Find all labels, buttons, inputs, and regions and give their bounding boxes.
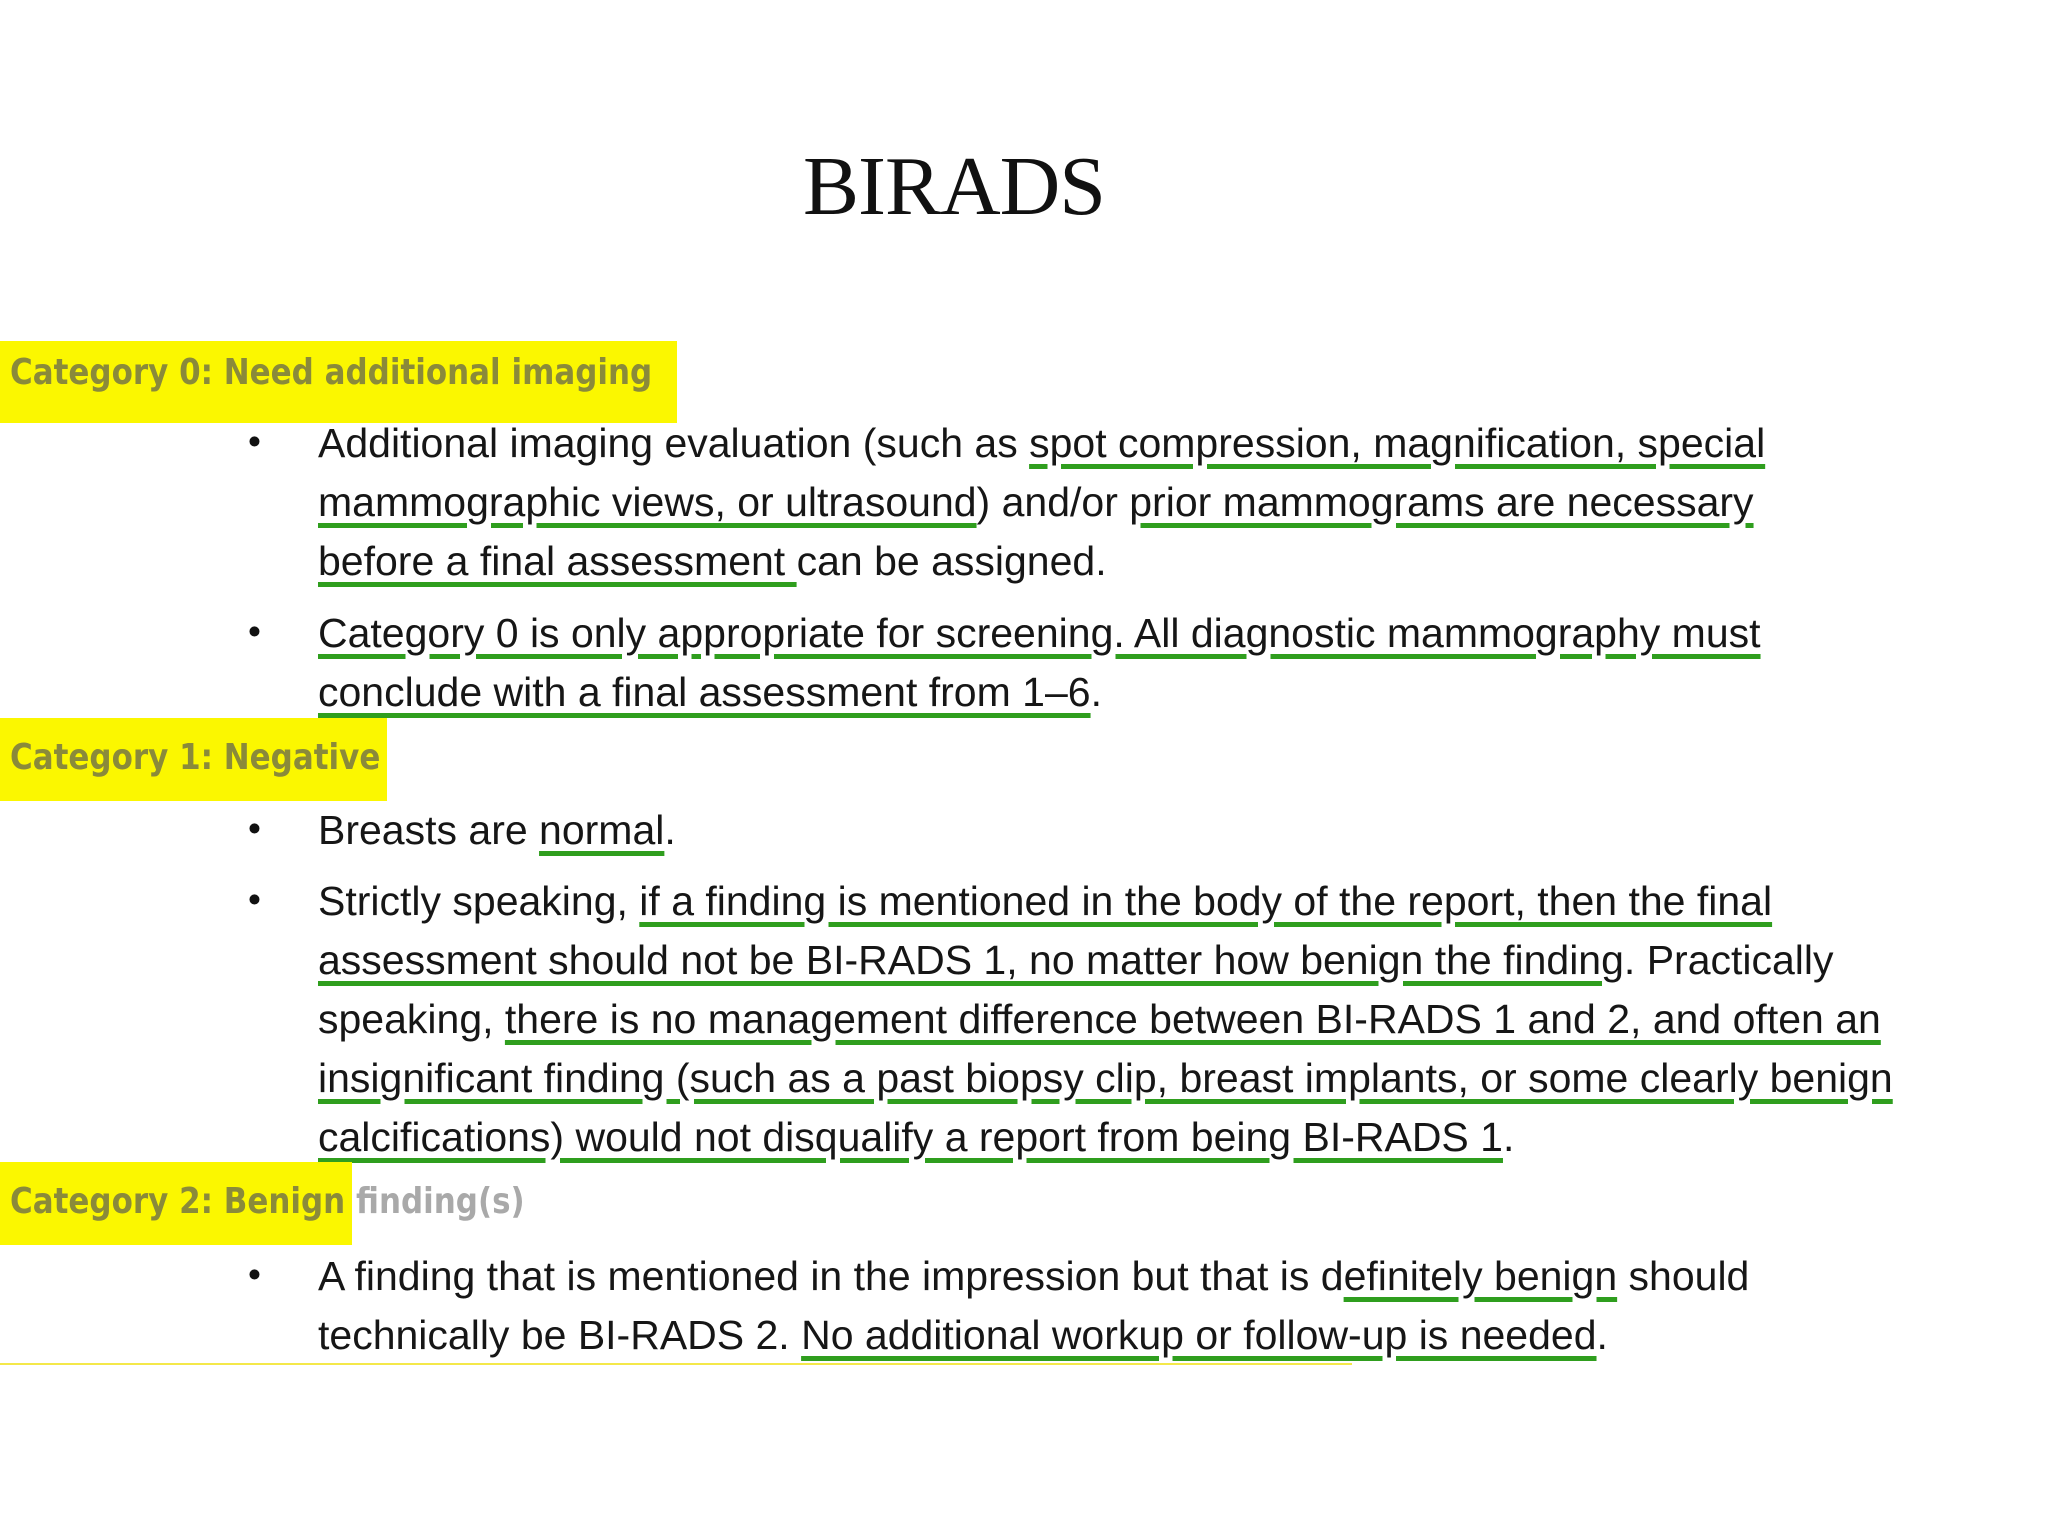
category-0-label: [10, 352, 652, 393]
text-line: [318, 801, 676, 860]
text-line: [318, 414, 1765, 473]
text-run: .: [1596, 1312, 1608, 1358]
category-1-label-text: Category 1: Negative: [10, 737, 381, 778]
bullet-icon: •: [248, 1254, 261, 1295]
text-run: speaking,: [318, 996, 505, 1042]
text-line: [318, 1108, 1893, 1167]
underlined-text: insignificant finding (such as a past biopsy clip, breast implants, or some clearly benign: [318, 1055, 1893, 1101]
text-run: .: [1090, 669, 1102, 715]
text-line: [318, 990, 1893, 1049]
text-run: Additional imaging evaluation (such as: [318, 420, 1030, 466]
category-2-label: [10, 1181, 525, 1222]
category-1-bullet-2: [318, 872, 1893, 1167]
text-line: [318, 1049, 1893, 1108]
underlined-text: Category 0 is only appropriate for screening. All diagnostic mammography must: [318, 610, 1761, 656]
text-line: [318, 604, 1761, 663]
underlined-text: spot compression, magnification, special: [1029, 420, 1766, 466]
highlight-divider-line: [0, 1363, 1352, 1365]
text-run: A finding that is mentioned in the impression but that is d: [318, 1253, 1344, 1299]
text-run: Strictly speaking,: [318, 878, 640, 924]
text-run: technically be BI-RADS 2.: [318, 1312, 802, 1358]
category-0-label-text: Category 0: Need additional imaging: [10, 352, 653, 393]
text-line: [318, 663, 1761, 722]
category-1-label: [10, 737, 380, 778]
text-line: [318, 872, 1893, 931]
bullet-icon: •: [248, 808, 261, 849]
underlined-text: conclude with a final assessment from 1–6: [318, 669, 1091, 715]
underlined-text: efinitely benign: [1343, 1253, 1618, 1299]
underlined-text: calcifications) would not disqualify a report from being BI-RADS 1: [318, 1114, 1503, 1160]
bullet-icon: •: [248, 879, 261, 920]
text-line: [318, 473, 1765, 532]
underlined-text: if a finding is mentioned in the body of the report, then the final: [639, 878, 1773, 924]
slide-title: BIRADS: [802, 140, 1106, 233]
underlined-text: assessment should not be BI-RADS 1, no matter how benign the finding: [318, 937, 1624, 983]
text-run: can be assigned.: [796, 538, 1107, 584]
underlined-text: there is no management difference between BI-RADS 1 and 2, and often an: [504, 996, 1881, 1042]
category-2-label-text: Category 2: Benign: [10, 1181, 346, 1222]
underlined-text: prior mammograms are necessary: [1129, 479, 1754, 525]
text-run: . Practically: [1623, 937, 1834, 983]
bullet-icon: •: [248, 611, 261, 652]
category-0-bullet-1: [318, 414, 1765, 591]
category-0-bullet-2: [318, 604, 1761, 722]
category-1-bullet-1: [318, 801, 676, 860]
category-2-bullet-1: [318, 1247, 1749, 1365]
underlined-text: normal: [539, 807, 665, 853]
text-run: .: [664, 807, 676, 853]
text-run: ) and/or: [976, 479, 1130, 525]
text-line: [318, 1247, 1749, 1306]
text-line: [318, 1306, 1749, 1365]
underlined-text: No additional workup or follow-up is needed: [801, 1312, 1597, 1358]
category-2-label-tail: finding(s): [345, 1181, 525, 1222]
text-run: Breasts are: [318, 807, 540, 853]
text-line: [318, 532, 1765, 591]
underlined-text: before a final assessment: [318, 538, 797, 584]
text-run: .: [1502, 1114, 1515, 1160]
text-line: [318, 931, 1893, 990]
bullet-icon: •: [248, 421, 261, 462]
text-run: should: [1617, 1253, 1750, 1299]
underlined-text: mammographic views, or ultrasound: [318, 479, 977, 525]
